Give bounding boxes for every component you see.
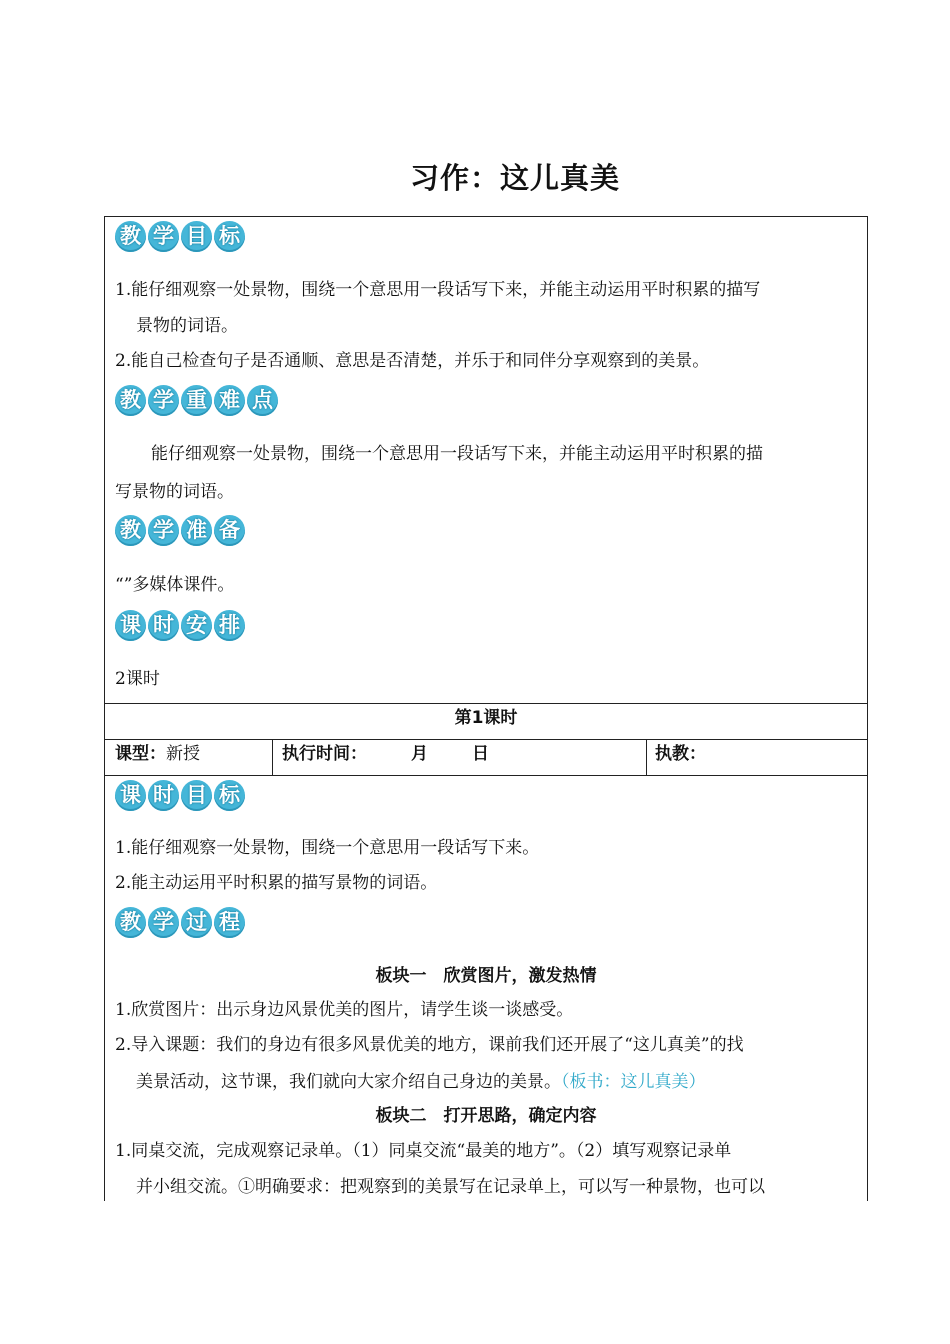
badge-char: 学 bbox=[148, 907, 179, 938]
lesson-type bbox=[115, 737, 200, 772]
badge-char: 学 bbox=[148, 515, 179, 546]
lesson-type-label: 课型： bbox=[115, 744, 166, 764]
divider bbox=[272, 739, 273, 775]
lesson-type-value: 新授 bbox=[166, 744, 200, 764]
badge-char: 课 bbox=[115, 610, 146, 641]
teacher-label: 执教： bbox=[655, 744, 706, 764]
badge-char: 标 bbox=[214, 780, 245, 811]
badge-char: 过 bbox=[181, 907, 212, 938]
block-1-item-1: 1.欣赏图片：出示身边风景优美的图片，请学生谈一谈感受。 bbox=[115, 1000, 574, 1020]
divider bbox=[646, 739, 647, 775]
badge-char: 教 bbox=[115, 515, 146, 546]
badge-char: 难 bbox=[214, 385, 245, 416]
block-2-item-1-line-a: 1.同桌交流，完成观察记录单。（1）同桌交流“最美的地方”。（2）填写观察记录单 bbox=[115, 1141, 732, 1161]
badge-preparation bbox=[115, 515, 245, 546]
badge-char: 时 bbox=[148, 780, 179, 811]
badge-char: 目 bbox=[181, 221, 212, 252]
block-1-item-2-line-b bbox=[115, 1065, 706, 1100]
badge-char: 标 bbox=[214, 221, 245, 252]
goal-1-line-b: 景物的词语。 bbox=[136, 316, 238, 336]
board-note: （板书：这儿真美） bbox=[561, 1072, 706, 1092]
preparation-text: “”多媒体课件。 bbox=[115, 575, 235, 595]
badge-char: 准 bbox=[181, 515, 212, 546]
badge-teaching-goals bbox=[115, 221, 245, 252]
block-1-title: 板块一 欣赏图片，激发热情 bbox=[375, 966, 597, 986]
badge-char: 目 bbox=[181, 780, 212, 811]
block-1-item-2-line-a: 2.导入课题：我们的身边有很多风景优美的地方，课前我们还开展了“这儿真美”的找 bbox=[115, 1035, 744, 1055]
day-label: 日 bbox=[472, 744, 489, 764]
key-points-line-b: 写景物的词语。 bbox=[115, 482, 234, 502]
schedule-text: 2课时 bbox=[115, 669, 160, 689]
badge-schedule bbox=[115, 610, 245, 641]
lesson-goal-1: 1.能仔细观察一处景物，围绕一个意思用一段话写下来。 bbox=[115, 838, 540, 858]
block-1-item-2-text: 美景活动，这节课，我们就向大家介绍自己身边的美景。 bbox=[136, 1072, 561, 1092]
badge-char: 教 bbox=[115, 907, 146, 938]
badge-char: 备 bbox=[214, 515, 245, 546]
badge-char: 学 bbox=[148, 221, 179, 252]
goal-1-line-a: 1.能仔细观察一处景物，围绕一个意思用一段话写下来，并能主动运用平时积累的描写 bbox=[115, 280, 761, 300]
badge-teaching-process bbox=[115, 907, 245, 938]
month-label: 月 bbox=[411, 744, 428, 764]
exec-time-label: 执行时间： bbox=[282, 744, 367, 764]
block-2-item-1-line-b: 并小组交流。①明确要求：把观察到的美景写在记录单上，可以写一种景物，也可以 bbox=[136, 1177, 765, 1197]
lesson-plan-table bbox=[104, 216, 868, 1201]
key-points-line-a: 能仔细观察一处景物，围绕一个意思用一段话写下来，并能主动运用平时积累的描 bbox=[151, 444, 763, 464]
badge-char: 排 bbox=[214, 610, 245, 641]
page-title: 习作：这儿真美 bbox=[409, 161, 620, 195]
badge-char: 程 bbox=[214, 907, 245, 938]
badge-char: 教 bbox=[115, 385, 146, 416]
badge-key-points bbox=[115, 385, 278, 416]
badge-lesson-goals bbox=[115, 780, 245, 811]
badge-char: 教 bbox=[115, 221, 146, 252]
badge-char: 课 bbox=[115, 780, 146, 811]
badge-char: 学 bbox=[148, 385, 179, 416]
badge-char: 点 bbox=[247, 385, 278, 416]
badge-char: 时 bbox=[148, 610, 179, 641]
divider bbox=[105, 775, 867, 776]
goal-2: 2.能自己检查句子是否通顺、意思是否清楚，并乐于和同伴分享观察到的美景。 bbox=[115, 351, 710, 371]
badge-char: 重 bbox=[181, 385, 212, 416]
lesson-heading: 第1课时 bbox=[454, 708, 518, 728]
lesson-goal-2: 2.能主动运用平时积累的描写景物的词语。 bbox=[115, 873, 438, 893]
exec-time bbox=[282, 737, 489, 772]
block-2-title: 板块二 打开思路，确定内容 bbox=[375, 1106, 597, 1126]
badge-char: 安 bbox=[181, 610, 212, 641]
